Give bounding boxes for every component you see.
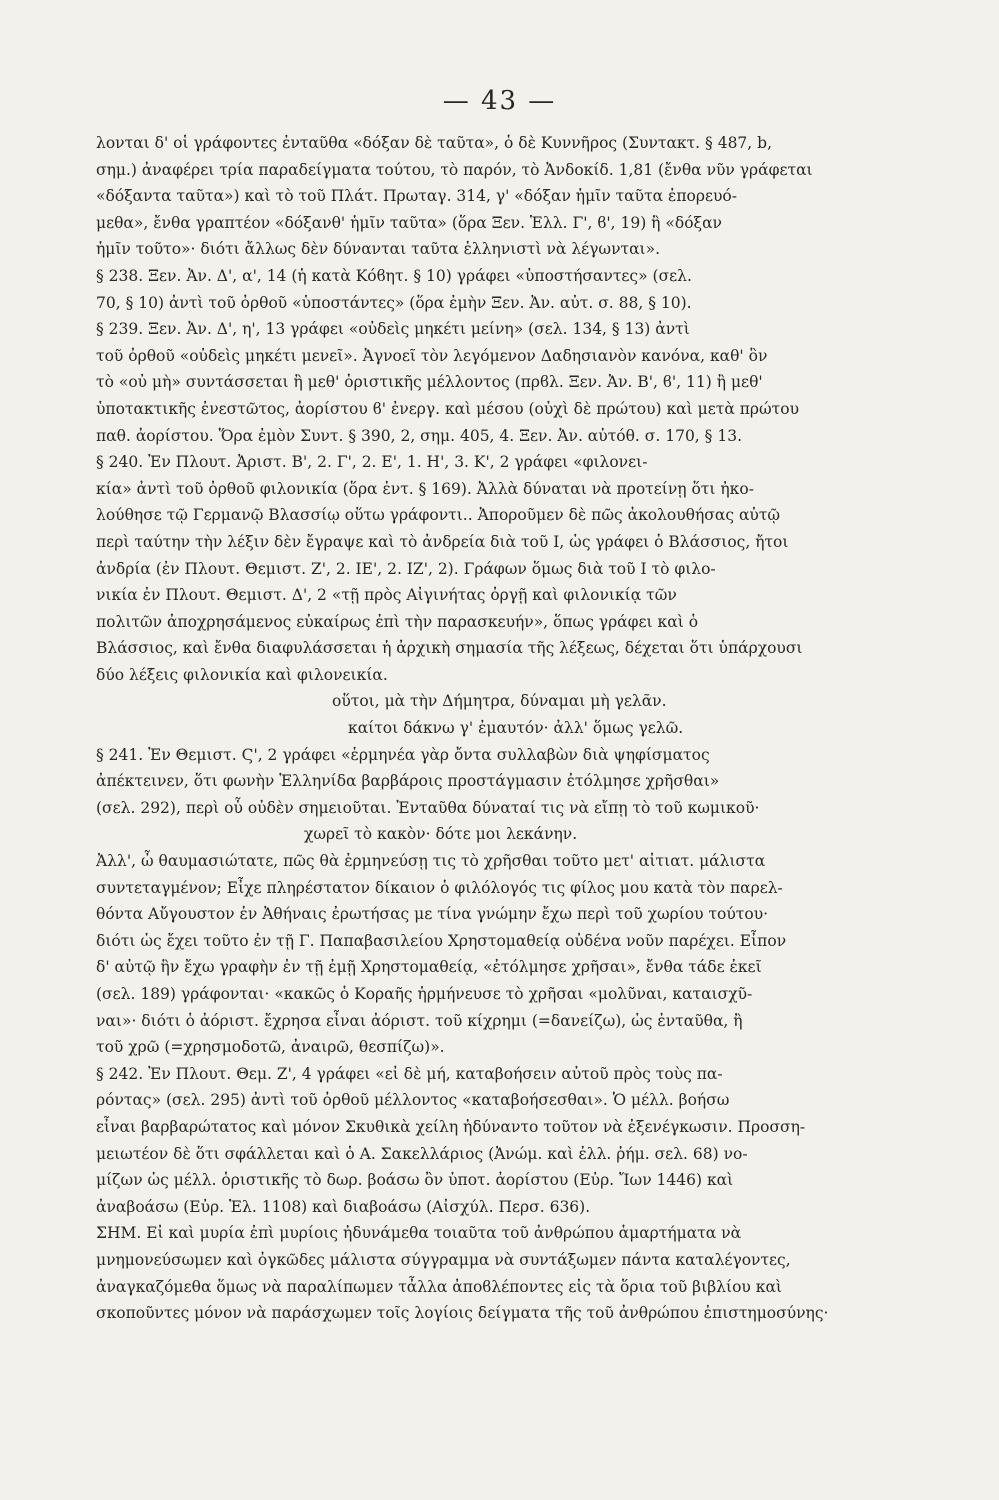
quote-line: χωρεῖ τὸ κακὸν· δότε μοι λεκάνην. bbox=[304, 825, 578, 844]
text-line: εἶναι βαρβαρώτατος καὶ μόνον Σκυθικὰ χείλη ἠδύναντο τοῦτον νὰ ἐξενέγκωσιν. Προσση- bbox=[96, 1117, 806, 1136]
text-line: πολιτῶν ἀποχρησάμενος εὐκαίρως ἐπὶ τὴν παρασκευήν», ὅπως γράφει καὶ ὁ bbox=[96, 612, 699, 631]
text-line: § 238. Ξεν. Ἀν. Δ', α', 14 (ἡ κατὰ Κόϐητ. § 10) γράφει «ὑποστήσαντες» (σελ. bbox=[96, 266, 692, 285]
text-line: ἀναβοάσω (Εὐρ. Ἑλ. 1108) καὶ διαβοάσω (Αἰσχύλ. Περσ. 636). bbox=[96, 1197, 591, 1216]
text-line: ΣΗΜ. Εἰ καὶ μυρία ἐπὶ μυρίοις ἠδυνάμεθα τοιαῦτα τοῦ ἀνθρώπου ἁμαρτήματα νὰ bbox=[96, 1224, 742, 1243]
text-line: λούθησε τῷ Γερμανῷ Βλασσίῳ οὕτω γράφοντι.. Ἀποροῦμεν δὲ πῶς ἀκολουθήσας αὐτῷ bbox=[96, 506, 781, 525]
text-line: «δόξαντα ταῦτα») καὶ τὸ τοῦ Πλάτ. Πρωταγ. 314, γ' «δόξαν ἡμῖν ταῦτα ἐπορευό- bbox=[96, 187, 738, 206]
text-line: μίζων ὡς μέλλ. ὁριστικῆς τὸ δωρ. βοάσω ὂν ὑποτ. ἀορίστου (Εὐρ. Ἴων 1446) καὶ bbox=[96, 1171, 734, 1190]
text-line: λονται δ' οἱ γράφοντες ἐνταῦθα «δόξαν δὲ ταῦτα», ὁ δὲ Κυννῆρος (Συντακτ. § 487, b, bbox=[96, 134, 772, 152]
text-line: § 242. Ἐν Πλουτ. Θεμ. Ζ', 4 γράφει «εἰ δὲ μή, καταβοήσειν αὐτοῦ πρὸς τοὺς πα- bbox=[96, 1064, 723, 1083]
text-line: § 240. Ἐν Πλουτ. Ἀριστ. Β', 2. Γ', 2. Ε', 1. Η', 3. Κ', 2 γράφει «φιλονει- bbox=[96, 453, 648, 472]
verse-line: οὕτοι, μὰ τὴν Δήμητρα, δύναμαι μὴ γελᾶν. bbox=[332, 692, 667, 711]
text-line: νικία ἐν Πλουτ. Θεμιστ. Δ', 2 «τῇ πρὸς Αἰγινήτας ὀργῇ καὶ φιλονικίᾳ τῶν bbox=[96, 586, 677, 605]
text-line: τοῦ χρῶ (=χρησμοδοτῶ, ἀναιρῶ, θεσπίζω)». bbox=[96, 1038, 445, 1057]
text-line: σημ.) ἀναφέρει τρία παραδείγματα τούτου, τὸ παρόν, τὸ Ἀνδοκίδ. 1,81 (ἔνθα νῦν γράφεται bbox=[96, 160, 813, 179]
text-line: σκοποῦντες μόνον νὰ παράσχωμεν τοῖς λογίοις δείγματα τῆς τοῦ ἀνθρώπου ἐπιστημοσύνης· bbox=[96, 1304, 829, 1323]
text-line: Ἀλλ', ὦ θαυμασιώτατε, πῶς θὰ ἑρμηνεύσῃ τις τὸ χρῆσθαι τοῦτο μετ' αἰτιατ. μάλιστα bbox=[96, 852, 766, 871]
text-line: (σελ. 189) γράφονται· «κακῶς ὁ Κοραῆς ἡρμήνευσε τὸ χρῆσαι «μολῦναι, καταισχῦ- bbox=[96, 985, 753, 1003]
text-line: δ' αὐτῷ ἣν ἔχω γραφὴν ἐν τῇ ἐμῇ Χρηστομαθείᾳ, «ἐτόλμησε χρῆσαι», ἔνθα τάδε ἐκεῖ bbox=[96, 958, 762, 977]
verse-line: καίτοι δάκνω γ' ἐμαυτόν· ἀλλ' ὅμως γελῶ. bbox=[348, 719, 684, 738]
text-line: μεθα», ἔνθα γραπτέον «δόξανθ' ἡμῖν ταῦτα» (ὅρα Ξεν. Ἑλλ. Γ', ϐ', 19) ἢ «δόξαν bbox=[96, 213, 722, 232]
text-line: ὑποτακτικῆς ἐνεστῶτος, ἀορίστου ϐ' ἐνεργ. καὶ μέσου (οὐχὶ δὲ πρώτου) καὶ μετὰ πρώτου bbox=[96, 399, 799, 418]
text-line: ἀνδρία (ἐν Πλουτ. Θεμιστ. Ζ', 2. ΙΕ', 2. ΙΖ', 2). Γράφων ὅμως διὰ τοῦ Ι τὸ φιλο- bbox=[96, 559, 716, 578]
text-line: τοῦ ὀρθοῦ «οὐδεὶς μηκέτι μενεῖ». Ἀγνοεῖ τὸν λεγόμενον Δαδησιανὸν κανόνα, καθ' ὃν bbox=[96, 346, 768, 365]
text-line: μειωτέον δὲ ὅτι σφάλλεται καὶ ὁ Α. Σακελλάριος (Ἀνώμ. καὶ ἐλλ. ῥήμ. σελ. 68) νο- bbox=[96, 1144, 748, 1163]
text-line: παθ. ἀορίστου. Ὅρα ἐμὸν Συντ. § 390, 2, σημ. 405, 4. Ξεν. Ἀν. αὐτόθ. σ. 170, § 13. bbox=[96, 426, 742, 445]
text-line: συντεταγμένον; Εἶχε πληρέστατον δίκαιον ὁ φιλόλογός τις φίλος μου κατὰ τὸν παρελ- bbox=[96, 878, 783, 897]
text-line: διότι ὡς ἔχει τοῦτο ἐν τῇ Γ. Παπαβασιλείου Χρηστομαθείᾳ οὐδένα νοῦν παρέχει. Εἶπον bbox=[96, 931, 787, 950]
text-line: Βλάσσιος, καὶ ἔνθα διαφυλάσσεται ἡ ἀρχικὴ σημασία τῆς λέξεως, δέχεται ὅτι ὑπάρχουσι bbox=[96, 639, 803, 658]
text-line: περὶ ταύτην τὴν λέξιν δὲν ἔγραψε καὶ τὸ ἀνδρεία διὰ τοῦ Ι, ὡς γράφει ὁ Βλάσσιος, ἤτοι bbox=[96, 532, 789, 551]
text-line: § 241. Ἐν Θεμιστ. Ϛ', 2 γράφει «ἑρμηνέα γὰρ ὄντα συλλαβὼν διὰ ψηφίσματος bbox=[96, 745, 710, 764]
text-line: θόντα Αὔγουστον ἐν Ἀθήναις ἐρωτήσας με τίνα γνώμην ἔχω περὶ τοῦ χωρίου τούτου· bbox=[96, 905, 769, 924]
text-line: δύο λέξεις φιλονικία καὶ φιλονεικία. bbox=[96, 665, 388, 684]
text-body bbox=[96, 130, 908, 1327]
text-line: 70, § 10) ἀντὶ τοῦ ὀρθοῦ «ὑποστάντες» (ὅρα ἐμὴν Ξεν. Ἀν. αὐτ. σ. 88, § 10). bbox=[96, 293, 692, 312]
text-line: κία» ἀντὶ τοῦ ὀρθοῦ φιλονικία (ὅρα ἐντ. § 169). Ἀλλὰ δύναται νὰ προτείνῃ ὅτι ἠκο- bbox=[96, 479, 754, 498]
text-line: ρόντας» (σελ. 295) ἀντὶ τοῦ ὀρθοῦ μέλλοντος «καταβοήσεσθαι». Ὁ μέλλ. βοήσω bbox=[96, 1091, 730, 1110]
text-line: ναι»· διότι ὁ ἀόριστ. ἔχρησα εἶναι ἀόριστ. τοῦ κίχρημι (=δανείζω), ὡς ἐνταῦθα, ἢ bbox=[96, 1011, 743, 1030]
text-line: (σελ. 292), περὶ οὗ οὐδὲν σημειοῦται. Ἐνταῦθα δύναταί τις νὰ εἴπῃ τὸ τοῦ κωμικοῦ· bbox=[96, 798, 760, 817]
page-number: — 43 — bbox=[442, 86, 557, 116]
text-line: § 239. Ξεν. Ἀν. Δ', η', 13 γράφει «οὐδεὶς μηκέτι μείνη» (σελ. 134, § 13) ἀντὶ bbox=[96, 320, 690, 339]
text-line: ἀναγκαζόμεθα ὅμως νὰ παραλίπωμεν τἆλλα ἀποϐλέποντες εἰς τὰ ὅρια τοῦ βιβλίου καὶ bbox=[96, 1277, 782, 1296]
text-line: ἀπέκτεινεν, ὅτι φωνὴν Ἑλληνίδα βαρβάροις προστάγμασιν ἐτόλμησε χρῆσθαι» bbox=[96, 772, 720, 791]
text-line: τὸ «οὐ μὴ» συντάσσεται ἢ μεθ' ὁριστικῆς μέλλοντος (πρϐλ. Ξεν. Ἀν. Β', ϐ', 11) ἢ μεθ' bbox=[96, 373, 763, 392]
text-line: μνημονεύσωμεν καὶ ὀγκῶδες μάλιστα σύγγραμμα νὰ συντάξωμεν πάντα καταλέγοντες, bbox=[96, 1250, 791, 1269]
text-line: ἡμῖν τοῦτο»· διότι ἄλλως δὲν δύνανται ταῦτα ἑλληνιστὶ νὰ λέγωνται». bbox=[96, 240, 661, 259]
